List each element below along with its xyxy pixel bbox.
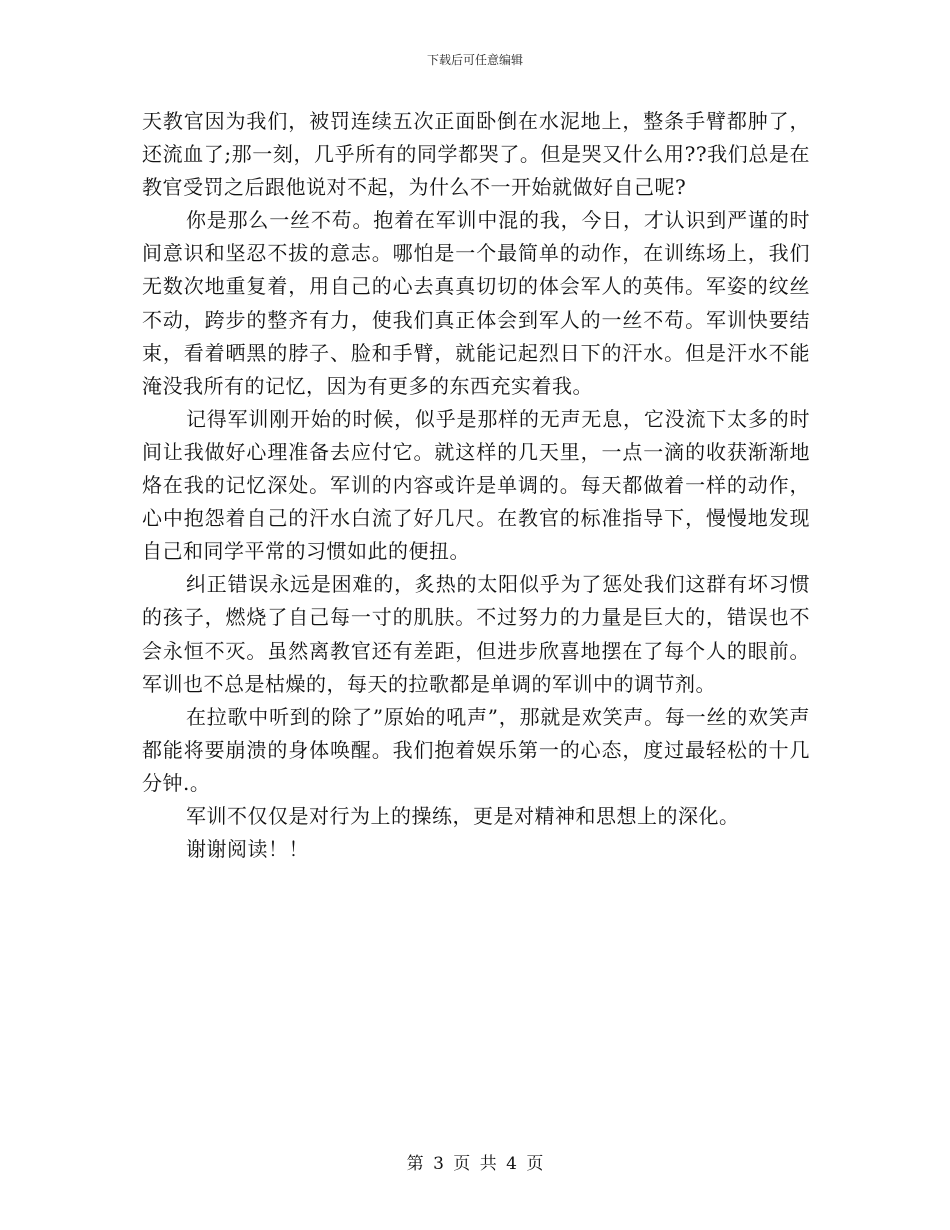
paragraph: 纠正错误永远是困难的，炙热的太阳似乎为了惩处我们这群有坏习惯的孩子，燃烧了自己每一寸的肌肤。不过努力的力量是巨大的，错误也不会永恒不灭。虽然离教官还有差距，但进步欣喜地摆在了每个人的眼前。军训也不总是枯燥的，每天的拉歌都是单调的军训中的调节剂。 bbox=[142, 572, 810, 696]
paragraph: 军训不仅仅是对行为上的操练，更是对精神和思想上的深化。 bbox=[186, 803, 740, 828]
paragraph: 记得军训刚开始的时候，似乎是那样的无声无息，它没流下太多的时间让我做好心理准备去应付它。就这样的几天里，一点一滴的收获渐渐地烙在我的记忆深处。军训的内容或许是单调的。每天都做着一样的动作，心中抱怨着自己的汗水白流了好几尺。在教官的标准指导下，慢慢地发现自己和同学平常的习惯如此的便扭。 bbox=[142, 406, 810, 564]
paragraph: 在拉歌中听到的除了”原始的吼声”，那就是欢笑声。每一丝的欢笑声都能将要崩溃的身体唤醒。我们抱着娱乐第一的心态，度过最轻松的十几分钟.。 bbox=[142, 704, 810, 795]
paragraph-continued: 天教官因为我们，被罚连续五次正面卧倒在水泥地上，整条手臂都肿了，还流血了;那一刻，几乎所有的同学都哭了。但是哭又什么用??我们总是在教官受罚之后跟他说对不起，为什么不一开始就做好自己呢? bbox=[142, 109, 810, 200]
document-body bbox=[142, 105, 810, 866]
paragraph: 你是那么一丝不苟。抱着在军训中混的我，今日，才认识到严谨的时间意识和坚忍不拔的意志。哪怕是一个最简单的动作，在训练场上，我们无数次地重复着，用自己的心去真真切切的体会军人的英伟。军姿的纹丝不动，跨步的整齐有力，使我们真正体会到军人的一丝不苟。军训快要结束，看着晒黑的脖子、脸和手臂，就能记起烈日下的汗水。但是汗水不能淹没我所有的记忆，因为有更多的东西充实着我。 bbox=[142, 208, 810, 398]
closing-line: 谢谢阅读！！ bbox=[186, 837, 309, 862]
page-number-footer: 第 3 页 共 4 页 bbox=[406, 1154, 544, 1174]
page-header: 下载后可任意编辑 bbox=[426, 53, 523, 67]
